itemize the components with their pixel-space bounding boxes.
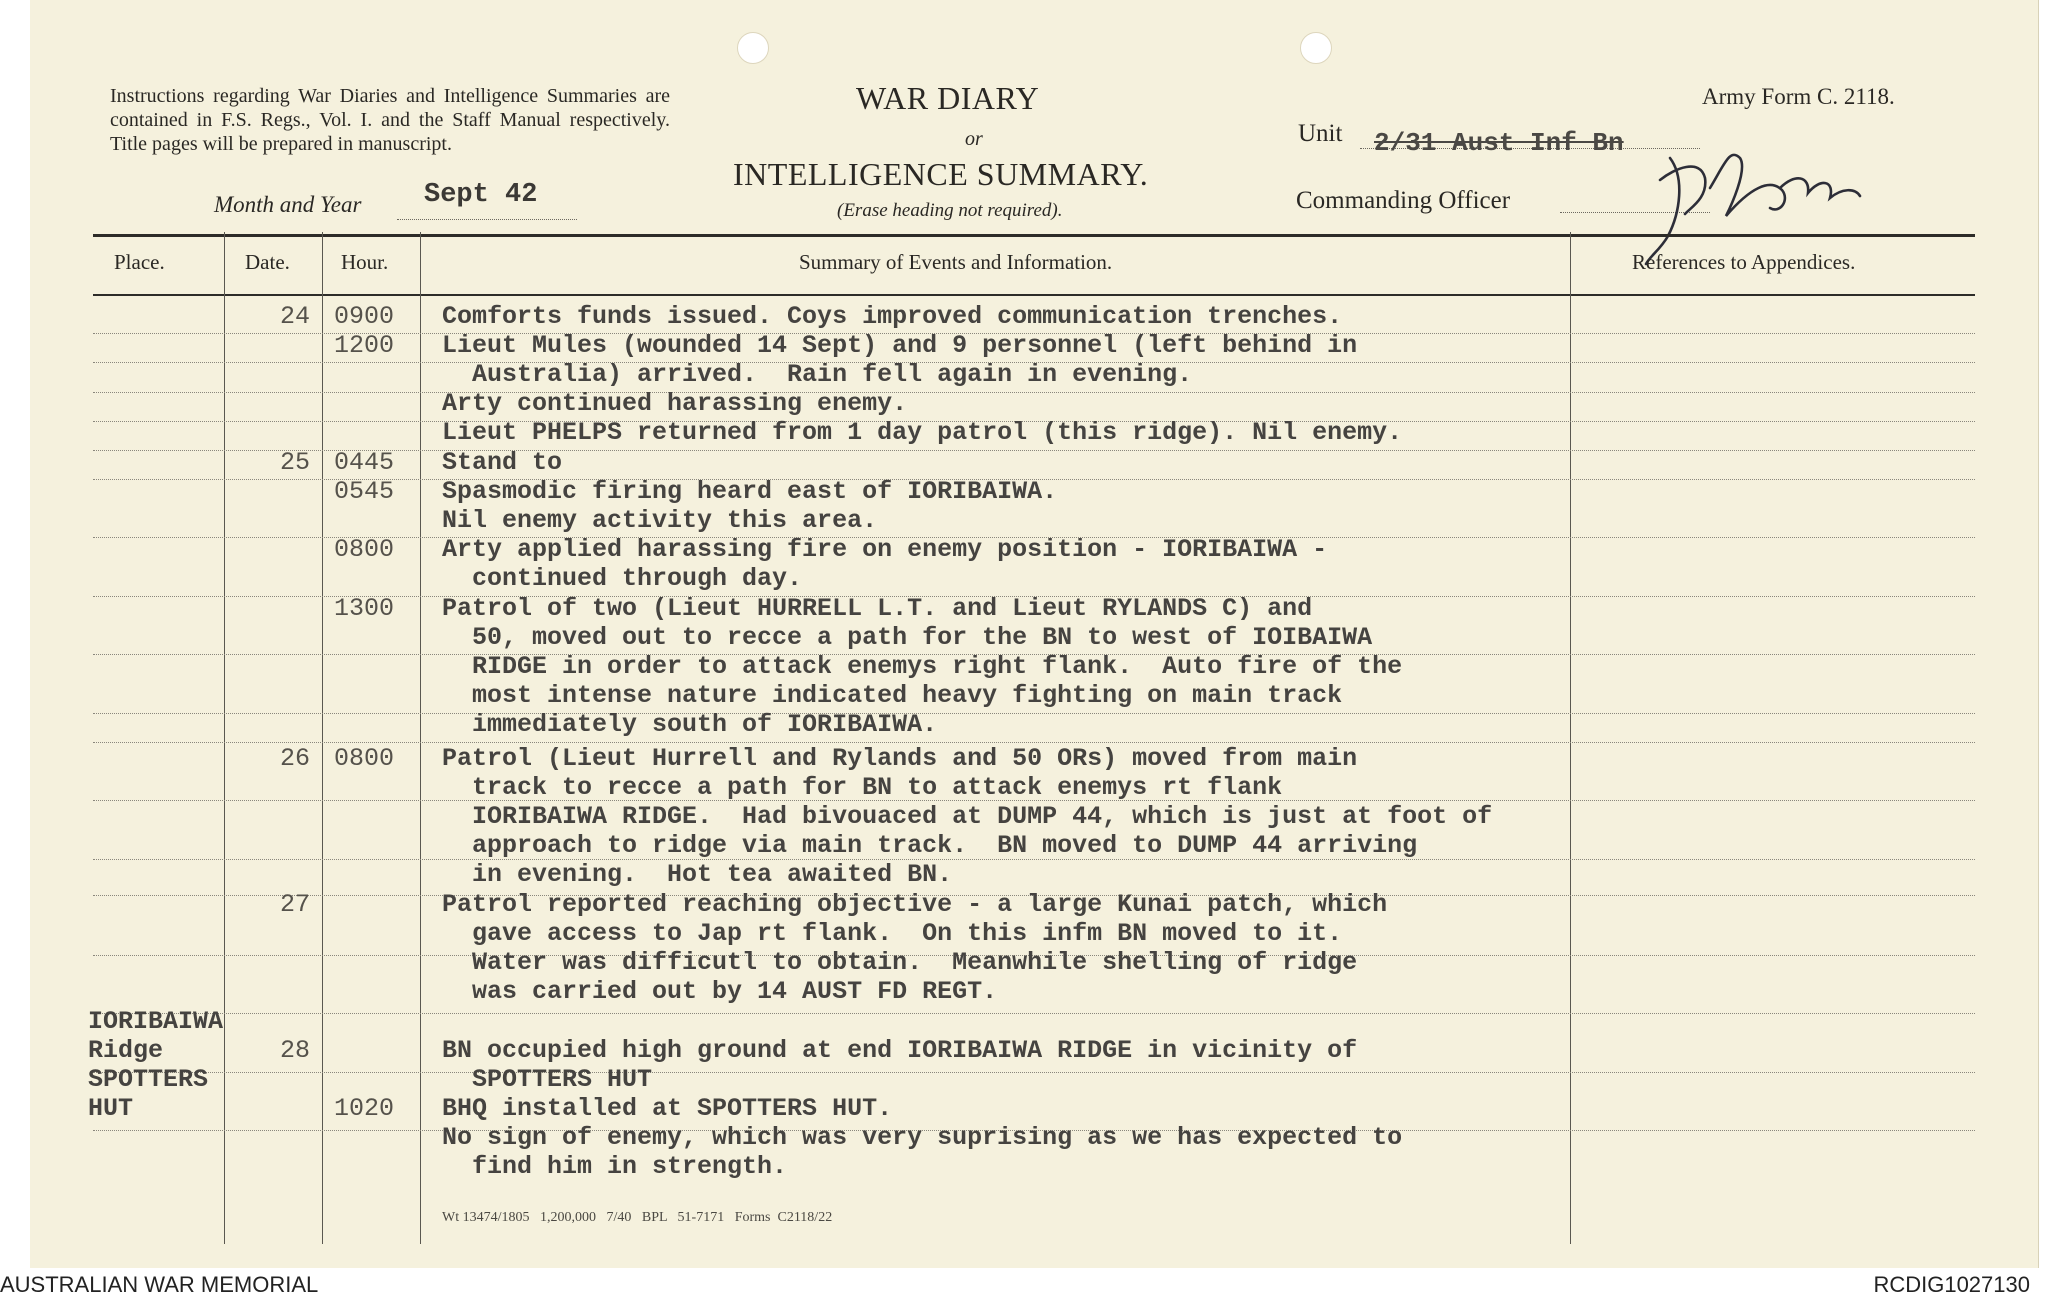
entry-date: 26 [280,744,311,773]
place-label: HUT [88,1094,134,1123]
summary-line: immediately south of IORIBAIWA. [442,710,938,739]
printer-imprint: Wt 13474/1805 1,200,000 7/40 BPL 51-7171 Forms C2118/22 [442,1210,833,1225]
summary-line: find him in strength. [442,1152,788,1181]
instructions-text: Instructions regarding War Diaries and Intelligence Summaries are contained in F.S. Regs., Vol. I. and the Staff Manual respectively. Title pages will be prepared in manuscript. [110,85,670,155]
title-war-diary: WAR DIARY [856,80,1040,116]
diary-sheet [30,0,2039,1268]
summary-line: Nil enemy activity this area. [442,506,878,535]
summary-line: track to recce a path for BN to attack enemys rt flank [442,773,1283,802]
summary-line: Arty continued harassing enemy. [442,389,908,418]
summary-line: Patrol (Lieut Hurrell and Rylands and 50 ORs) moved from main [442,744,1358,773]
commanding-officer-label: Commanding Officer [1296,187,1511,214]
summary-line: BHQ installed at SPOTTERS HUT. [442,1094,893,1123]
summary-line: IORIBAIWA RIDGE. Had bivouaced at DUMP 44, which is just at foot of [442,802,1493,831]
summary-line: gave access to Jap rt flank. On this infm BN moved to it. [442,919,1343,948]
column-header-place: Place. [114,250,165,274]
summary-line: Stand to [442,448,563,477]
row-rule [93,392,1975,393]
commanding-officer-signature [1630,118,1890,268]
entry-hour: 1300 [334,594,395,623]
entry-hour: 0445 [334,448,395,477]
column-divider [1570,232,1571,1244]
month-year-dotted-line [397,219,577,220]
punch-hole [1300,32,1332,64]
row-rule [93,713,1975,714]
punch-hole [737,32,769,64]
header-bottom-rule [93,294,1975,296]
entry-date: 24 [280,302,311,331]
row-rule [93,1013,1975,1014]
summary-line: approach to ridge via main track. BN moved to DUMP 44 arriving [442,831,1418,860]
summary-line: continued through day. [442,564,803,593]
footer-archive-name: AUSTRALIAN WAR MEMORIAL [0,1272,319,1297]
summary-line: most intense nature indicated heavy fighting on main track [442,681,1343,710]
summary-line: Lieut Mules (wounded 14 Sept) and 9 personnel (left behind in [442,331,1358,360]
entry-hour: 0800 [334,744,395,773]
entry-hour: 1200 [334,331,395,360]
summary-line: Spasmodic firing heard east of IORIBAIWA. [442,477,1058,506]
entry-date: 27 [280,890,311,919]
summary-line: Arty applied harassing fire on enemy position - IORIBAIWA - [442,535,1328,564]
place-label: IORIBAIWA [88,1007,224,1036]
summary-line: Comforts funds issued. Coys improved communication trenches. [442,302,1343,331]
unit-value: 2/31 Aust Inf Bn [1374,128,1624,158]
month-year-label: Month and Year [214,192,362,217]
summary-line: Water was difficutl to obtain. Meanwhile shelling of ridge [442,948,1358,977]
summary-line: Patrol reported reaching objective - a large Kunai patch, which [442,890,1388,919]
place-label: Ridge [88,1036,164,1065]
summary-line: Lieut PHELPS returned from 1 day patrol (this ridge). Nil enemy. [442,418,1403,447]
entry-hour: 0900 [334,302,395,331]
summary-line: was carried out by 14 AUST FD REGT. [442,977,998,1006]
entry-date: 25 [280,448,311,477]
summary-line: RIDGE in order to attack enemys right flank. Auto fire of the [442,652,1403,681]
summary-line: Patrol of two (Lieut HURRELL L.T. and Lieut RYLANDS C) and [442,594,1313,623]
footer-record-id: RCDIG1027130 [1873,1272,2030,1297]
army-form-number: Army Form C. 2118. [1702,84,1895,109]
title-intelligence-summary: INTELLIGENCE SUMMARY. [733,156,1149,192]
summary-line: BN occupied high ground at end IORIBAIWA RIDGE in vicinity of [442,1036,1358,1065]
entry-hour: 0545 [334,477,395,506]
column-divider [420,232,421,1244]
column-divider [224,232,225,1244]
month-year-value: Sept 42 [424,180,538,210]
title-or: or [965,128,983,150]
summary-line: 50, moved out to recce a path for the BN to west of IOIBAIWA [442,623,1373,652]
row-rule [93,1072,1975,1073]
place-label: SPOTTERS [88,1065,209,1094]
summary-line: No sign of enemy, which was very suprising as we has expected to [442,1123,1403,1152]
column-header-hour: Hour. [341,250,389,274]
summary-line: in evening. Hot tea awaited BN. [442,860,953,889]
entry-hour: 1020 [334,1094,395,1123]
column-divider [322,232,323,1244]
column-header-summary: Summary of Events and Information. [799,250,1113,274]
entry-date: 28 [280,1036,311,1065]
title-note: (Erase heading not required). [837,200,1063,221]
column-header-references: References to Appendices. [1632,250,1856,274]
summary-line: SPOTTERS HUT [442,1065,653,1094]
column-header-date: Date. [245,250,290,274]
row-rule [93,742,1975,743]
summary-line: Australia) arrived. Rain fell again in evening. [442,360,1193,389]
entry-hour: 0800 [334,535,395,564]
unit-label: Unit [1298,120,1343,147]
header-top-rule [93,234,1975,237]
